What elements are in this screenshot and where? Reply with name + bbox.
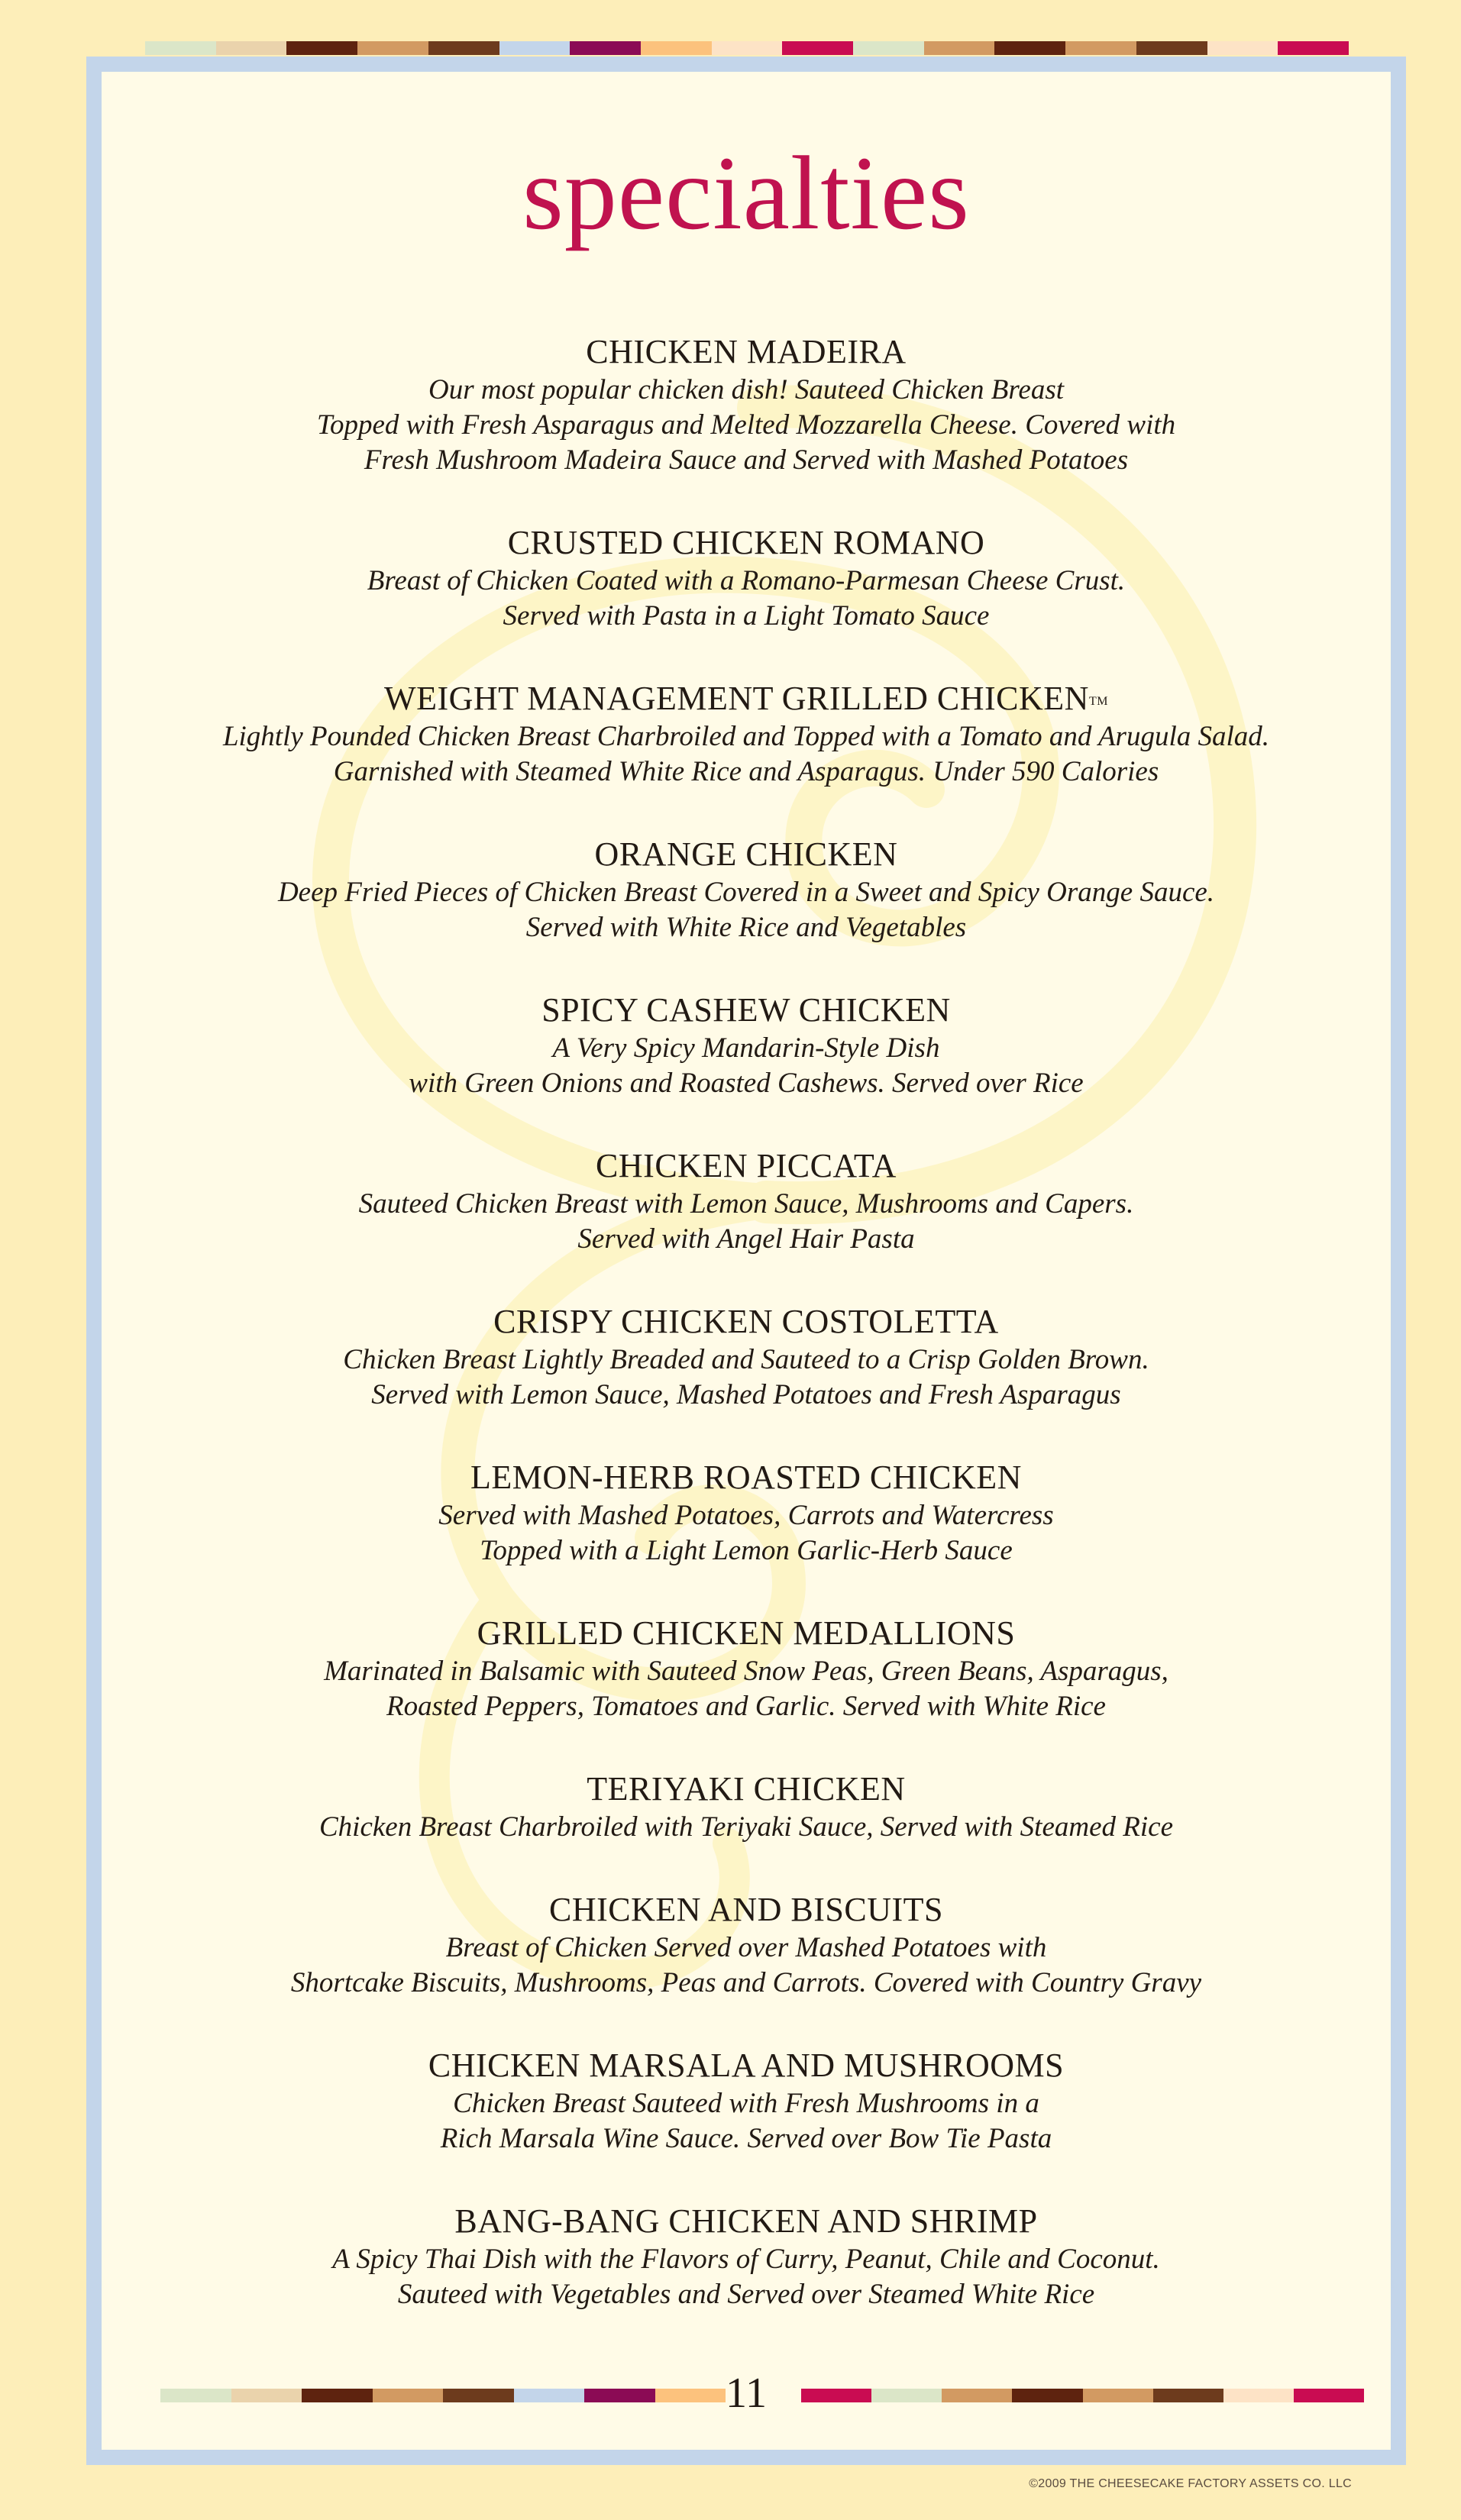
menu-item-description: [102, 2242, 1391, 2312]
menu-item-name: [102, 834, 1391, 875]
stripe-segment: [994, 41, 1065, 55]
menu-item-description: [102, 2086, 1391, 2157]
description-line: A Very Spicy Mandarin-Style Dish: [552, 1032, 940, 1064]
description-line: Garnished with Steamed White Rice and Asparagus. Under 590 Calories: [333, 756, 1159, 787]
menu-item-name-text: CHICKEN MADEIRA: [586, 333, 907, 370]
stripe-segment: [570, 41, 641, 55]
stripe-segment: [801, 2389, 871, 2402]
stripe-segment: [1153, 2389, 1223, 2402]
description-line: Lightly Pounded Chicken Breast Charbroiled and Topped with a Tomato and Arugula Salad.: [222, 721, 1270, 752]
menu-item-name: [102, 2045, 1391, 2086]
stripe-segment: [853, 41, 924, 55]
description-line: Chicken Breast Sauteed with Fresh Mushrooms in a: [453, 2088, 1039, 2119]
menu-item-name-text: CRUSTED CHICKEN ROMANO: [507, 524, 985, 561]
menu-item-description: [102, 719, 1391, 790]
menu-item: [102, 1889, 1391, 2001]
menu-item: [102, 522, 1391, 634]
bottom-color-stripe-right: [801, 2389, 1364, 2402]
description-line: Sauteed Chicken Breast with Lemon Sauce, Mushrooms and Capers.: [358, 1188, 1134, 1220]
menu-item-name-text: CHICKEN MARSALA AND MUSHROOMS: [428, 2047, 1065, 2084]
description-line: Breast of Chicken Served over Mashed Potatoes with: [445, 1932, 1047, 1963]
menu-item-name-text: GRILLED CHICKEN MEDALLIONS: [477, 1614, 1016, 1652]
stripe-segment: [924, 41, 995, 55]
stripe-segment: [1083, 2389, 1153, 2402]
menu-item-name: [102, 990, 1391, 1031]
menu-item-name: [102, 2201, 1391, 2242]
stripe-segment: [1294, 2389, 1364, 2402]
menu-item-name-text: CRISPY CHICKEN COSTOLETTA: [493, 1303, 999, 1340]
description-line: Sauteed with Vegetables and Served over Steamed White Rice: [397, 2279, 1095, 2310]
menu-item-name-text: BANG-BANG CHICKEN AND SHRIMP: [454, 2202, 1038, 2240]
menu-item-name: [102, 1457, 1391, 1498]
description-line: Fresh Mushroom Madeira Sauce and Served with Mashed Potatoes: [364, 444, 1129, 476]
page-number: 11: [726, 2370, 767, 2417]
stripe-segment: [1136, 41, 1207, 55]
stripe-segment: [499, 41, 571, 55]
menu-item-description: [102, 875, 1391, 945]
stripe-segment: [145, 41, 216, 55]
description-line: Roasted Peppers, Tomatoes and Garlic. Served with White Rice: [386, 1691, 1106, 1722]
menu-item-name: [102, 1613, 1391, 1654]
stripe-segment: [216, 41, 287, 55]
description-line: Our most popular chicken dish! Sauteed Chicken Breast: [428, 374, 1064, 405]
description-line: Topped with a Light Lemon Garlic-Herb Sauce: [480, 1535, 1013, 1566]
menu-item-name: [102, 1301, 1391, 1342]
description-line: Breast of Chicken Coated with a Romano-Parmesan Cheese Crust.: [367, 565, 1126, 596]
menu-panel: [102, 72, 1391, 2450]
description-line: Served with White Rice and Vegetables: [525, 912, 967, 943]
description-line: Served with Angel Hair Pasta: [577, 1223, 915, 1255]
menu-item: [102, 2045, 1391, 2157]
menu-item-name-text: CHICKEN PICCATA: [596, 1147, 897, 1184]
menu-item-name: [102, 1145, 1391, 1187]
description-line: Rich Marsala Wine Sauce. Served over Bow Tie Pasta: [440, 2123, 1052, 2154]
menu-item-name-text: SPICY CASHEW CHICKEN: [541, 991, 951, 1029]
stripe-segment: [782, 41, 853, 55]
menu-item-description: [102, 1031, 1391, 1101]
menu-item: [102, 331, 1391, 478]
stripe-segment: [428, 41, 499, 55]
top-color-stripe: [145, 41, 1349, 55]
menu-item-name-text: ORANGE CHICKEN: [594, 835, 898, 873]
trademark-mark: TM: [1088, 695, 1108, 708]
menu-item: [102, 834, 1391, 945]
copyright-notice: ©2009 THE CHEESECAKE FACTORY ASSETS CO. LLC: [1029, 2477, 1352, 2490]
description-line: Marinated in Balsamic with Sauteed Snow Peas, Green Beans, Asparagus,: [324, 1656, 1168, 1687]
menu-item-name: [102, 678, 1391, 719]
menu-item-description: [102, 1930, 1391, 2001]
stripe-segment: [1065, 41, 1136, 55]
description-line: Topped with Fresh Asparagus and Melted Mozzarella Cheese. Covered with: [316, 409, 1176, 441]
menu-item-name: [102, 1769, 1391, 1810]
description-line: Chicken Breast Charbroiled with Teriyaki Sauce, Served with Steamed Rice: [318, 1811, 1173, 1843]
stripe-segment: [286, 41, 357, 55]
menu-item: [102, 1145, 1391, 1257]
stripe-segment: [641, 41, 712, 55]
menu-item-name: [102, 522, 1391, 564]
menu-item-description: [102, 1498, 1391, 1569]
stripe-segment: [712, 41, 783, 55]
stripe-segment: [942, 2389, 1012, 2402]
menu-item-description: [102, 373, 1391, 478]
page-title: specialties: [522, 134, 970, 251]
stripe-segment: [871, 2389, 942, 2402]
menu-item: [102, 1457, 1391, 1569]
description-line: Served with Lemon Sauce, Mashed Potatoes and Fresh Asparagus: [371, 1379, 1121, 1410]
menu-item-name-text: LEMON-HERB ROASTED CHICKEN: [470, 1459, 1022, 1496]
menu-items-list: [102, 331, 1391, 2357]
description-line: Chicken Breast Lightly Breaded and Sauteed to a Crisp Golden Brown.: [343, 1344, 1149, 1375]
stripe-segment: [1012, 2389, 1082, 2402]
stripe-segment: [1278, 41, 1349, 55]
menu-item: [102, 1613, 1391, 1724]
menu-item: [102, 2201, 1391, 2312]
menu-item-description: [102, 1187, 1391, 1257]
menu-item: [102, 1301, 1391, 1413]
menu-item-name-text: TERIYAKI CHICKEN: [587, 1770, 906, 1808]
description-line: Served with Mashed Potatoes, Carrots and Watercress: [438, 1500, 1054, 1531]
description-line: with Green Onions and Roasted Cashews. Served over Rice: [409, 1068, 1084, 1099]
description-line: Shortcake Biscuits, Mushrooms, Peas and Carrots. Covered with Country Gravy: [290, 1967, 1202, 1998]
menu-item-name-text: CHICKEN AND BISCUITS: [548, 1891, 944, 1928]
menu-item-name: [102, 331, 1391, 373]
menu-item-description: [102, 564, 1391, 634]
menu-item-description: [102, 1342, 1391, 1413]
stripe-segment: [1207, 41, 1278, 55]
menu-item-description: [102, 1654, 1391, 1724]
description-line: Served with Pasta in a Light Tomato Sauce: [503, 600, 990, 632]
menu-item-name: [102, 1889, 1391, 1930]
menu-item: [102, 990, 1391, 1101]
stripe-segment: [357, 41, 428, 55]
description-line: A Spicy Thai Dish with the Flavors of Curry, Peanut, Chile and Coconut.: [332, 2244, 1160, 2275]
menu-item: [102, 1769, 1391, 1845]
menu-item-description: [102, 1810, 1391, 1845]
description-line: Deep Fried Pieces of Chicken Breast Covered in a Sweet and Spicy Orange Sauce.: [277, 877, 1215, 908]
menu-page-frame: [86, 57, 1406, 2465]
menu-item-name-text: WEIGHT MANAGEMENT GRILLED CHICKEN: [384, 680, 1089, 717]
stripe-segment: [1223, 2389, 1294, 2402]
menu-item: [102, 678, 1391, 790]
